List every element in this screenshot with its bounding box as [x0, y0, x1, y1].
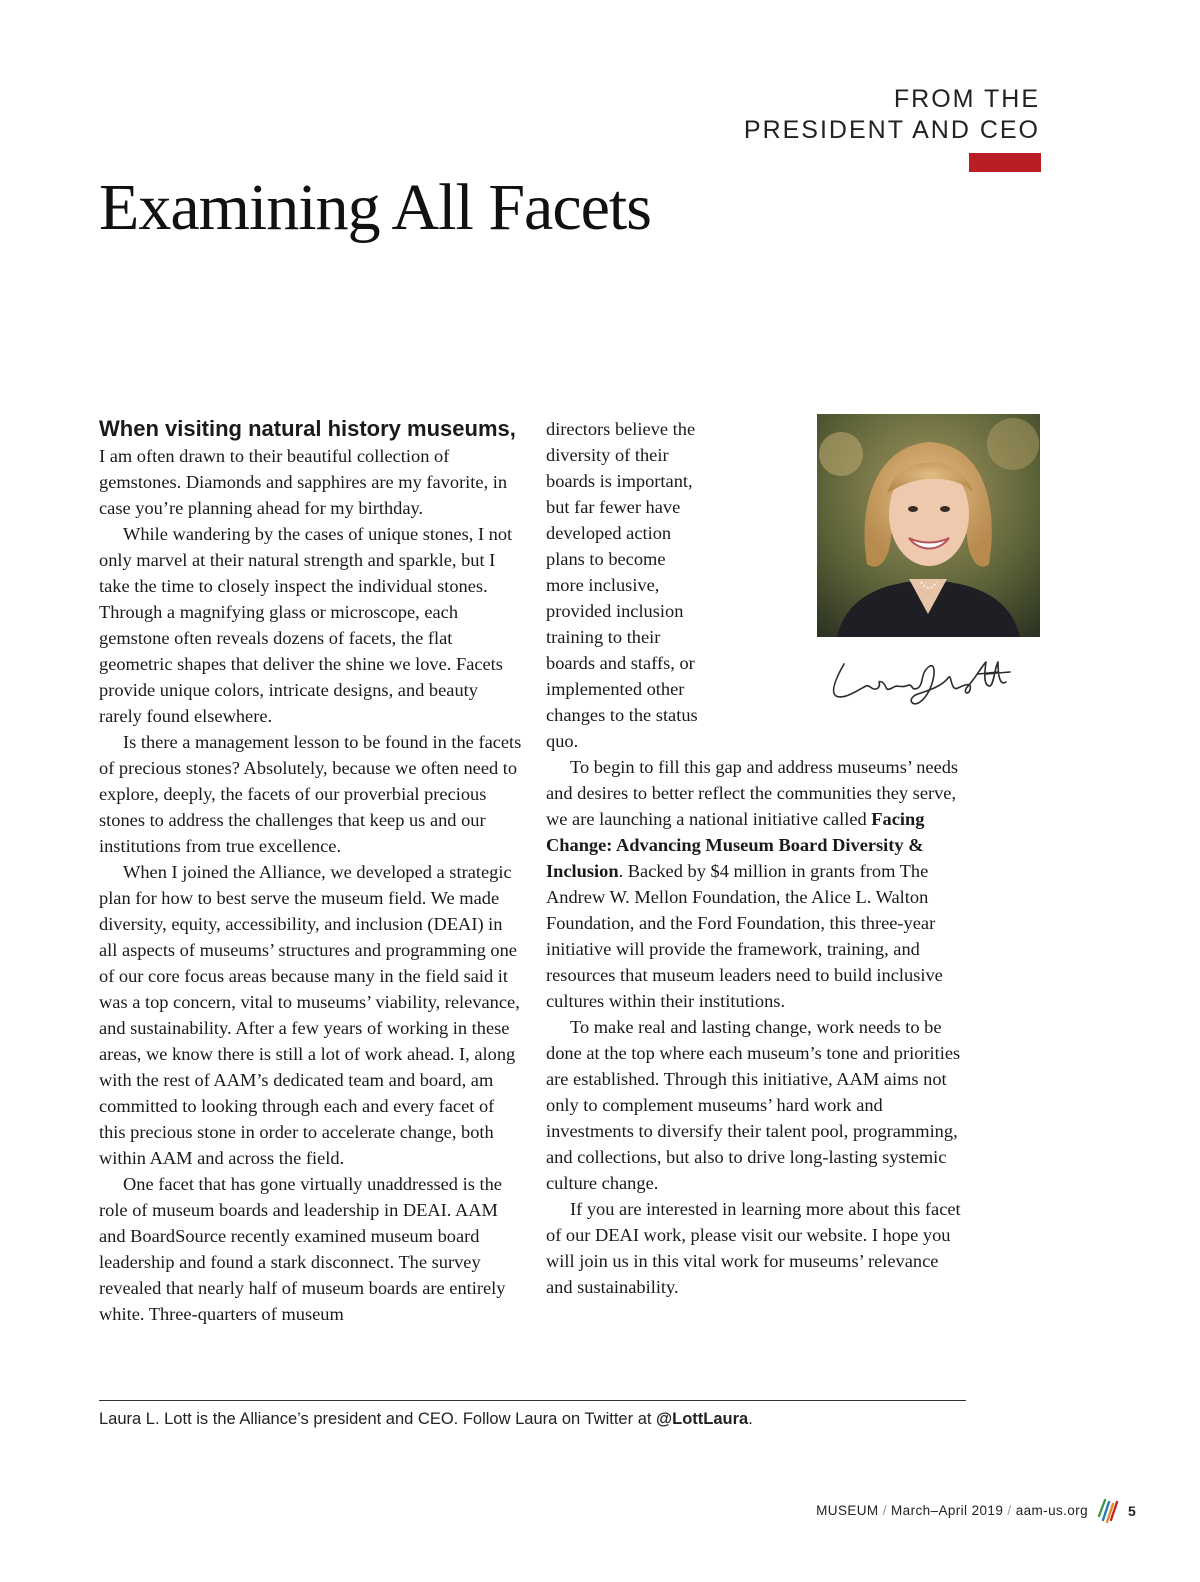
- page-number: 5: [1128, 1503, 1136, 1519]
- paragraph-8: To make real and lasting change, work needs to be done at the top where each museum’s tone and priorities are established. Through this initiative, AAM aims not only to complement museums’ hard work and investments to diversify their talent pool, programming, and collections, but also to drive long-lasting systemic culture change.: [546, 1017, 961, 1193]
- author-bio: [99, 1410, 753, 1429]
- paragraph-2: While wandering by the cases of unique stones, I not only marvel at their natural strength and sparkle, but I take the time to closely inspect the individual stones. Through a magnifying glass or microscope, each gemstone often reveals dozens of facets, the flat geometric shapes that deliver the shine we love. Facets provide unique colors, intricate designs, and beauty rarely found elsewhere.: [99, 524, 513, 726]
- department-line-1: FROM THE: [893, 85, 1040, 113]
- article-column-1: [99, 416, 523, 1327]
- bio-text: Laura L. Lott is the Alliance’s president and CEO. Follow Laura on Twitter at: [99, 1410, 657, 1428]
- footer-site: aam-us.org: [1015, 1503, 1088, 1518]
- paragraph-6: directors believe the diversity of their boards is important, but far fewer have developed action plans to become more inclusive, provided inclusion training to their boards and staffs, or implemented other changes to the status quo.: [546, 419, 698, 751]
- paragraph-7-start: To begin to fill this gap and address museums’ needs and desires to better reflect the communities they serve, we are launching a national initiative called: [546, 757, 959, 829]
- paragraph-3: Is there a management lesson to be found in the facets of precious stones? Absolutely, because we often need to explore, deeply, the facets of our proverbial precious stones to address the challenges that keep us and our institutions from true excellence.: [99, 732, 522, 856]
- bio-divider: [99, 1400, 966, 1401]
- department-line-2: PRESIDENT AND CEO: [743, 116, 1040, 144]
- paragraph-4: When I joined the Alliance, we developed a strategic plan for how to best serve the museum field. We made diversity, equity, accessibility, and inclusion (DEAI) in all aspects of museums’ structures and programming one of our core focus areas because many in the field said it was a top concern, vital to museums’ viability, relevance, and sustainability. After a few years of working in these areas, we know there is still a lot of work ahead. I, along with the rest of AAM’s dedicated team and board, am committed to looking through each and every facet of this precious stone in order to accelerate change, both within AAM and across the field.: [99, 862, 520, 1168]
- lead-in: When visiting natural history museums,: [99, 416, 516, 441]
- author-photo: [817, 414, 1040, 637]
- paragraph-1-body: I am often drawn to their beautiful collection of gemstones. Diamonds and sapphires are my favorite, in case you’re planning ahead for my birthday.: [99, 446, 508, 518]
- footer-magazine: MUSEUM: [816, 1503, 879, 1518]
- paragraph-5: One facet that has gone virtually unaddressed is the role of museum boards and leadership in DEAI. AAM and BoardSource recently examined museum board leadership and found a stark disconnect. The survey revealed that nearly half of museum boards are entirely white. Three-quarters of museum: [99, 1174, 506, 1324]
- paragraph-7-end: . Backed by $4 million in grants from The Andrew W. Mellon Foundation, the Alice L. Walton Foundation, and the Ford Foundation, this three-year initiative will provide the framework, training, and resources that museum leaders need to build inclusive cultures within their institutions.: [546, 861, 943, 1011]
- footer-separator: /: [882, 1503, 887, 1518]
- paragraph-9: If you are interested in learning more about this facet of our DEAI work, please visit our website. I hope you will join us in this vital work for museums’ relevance and sustainability.: [546, 1199, 961, 1297]
- bio-end: .: [748, 1410, 753, 1428]
- footer-separator: /: [1007, 1503, 1012, 1518]
- initiative-name: Facing Change: Advancing Museum Board Diversity & Inclusion: [546, 809, 925, 881]
- accent-bar: [969, 153, 1041, 172]
- article-title: Examining All Facets: [99, 171, 651, 244]
- twitter-handle: @LottLaura: [656, 1410, 749, 1428]
- page-footer: [816, 1503, 1088, 1518]
- paragraph-1: [99, 416, 523, 521]
- paragraph-7: [546, 754, 966, 1014]
- author-signature: [822, 652, 1012, 710]
- department-heading: [744, 84, 1040, 146]
- aam-logo-icon: [1096, 1494, 1120, 1524]
- footer-issue: March–April 2019: [891, 1503, 1004, 1518]
